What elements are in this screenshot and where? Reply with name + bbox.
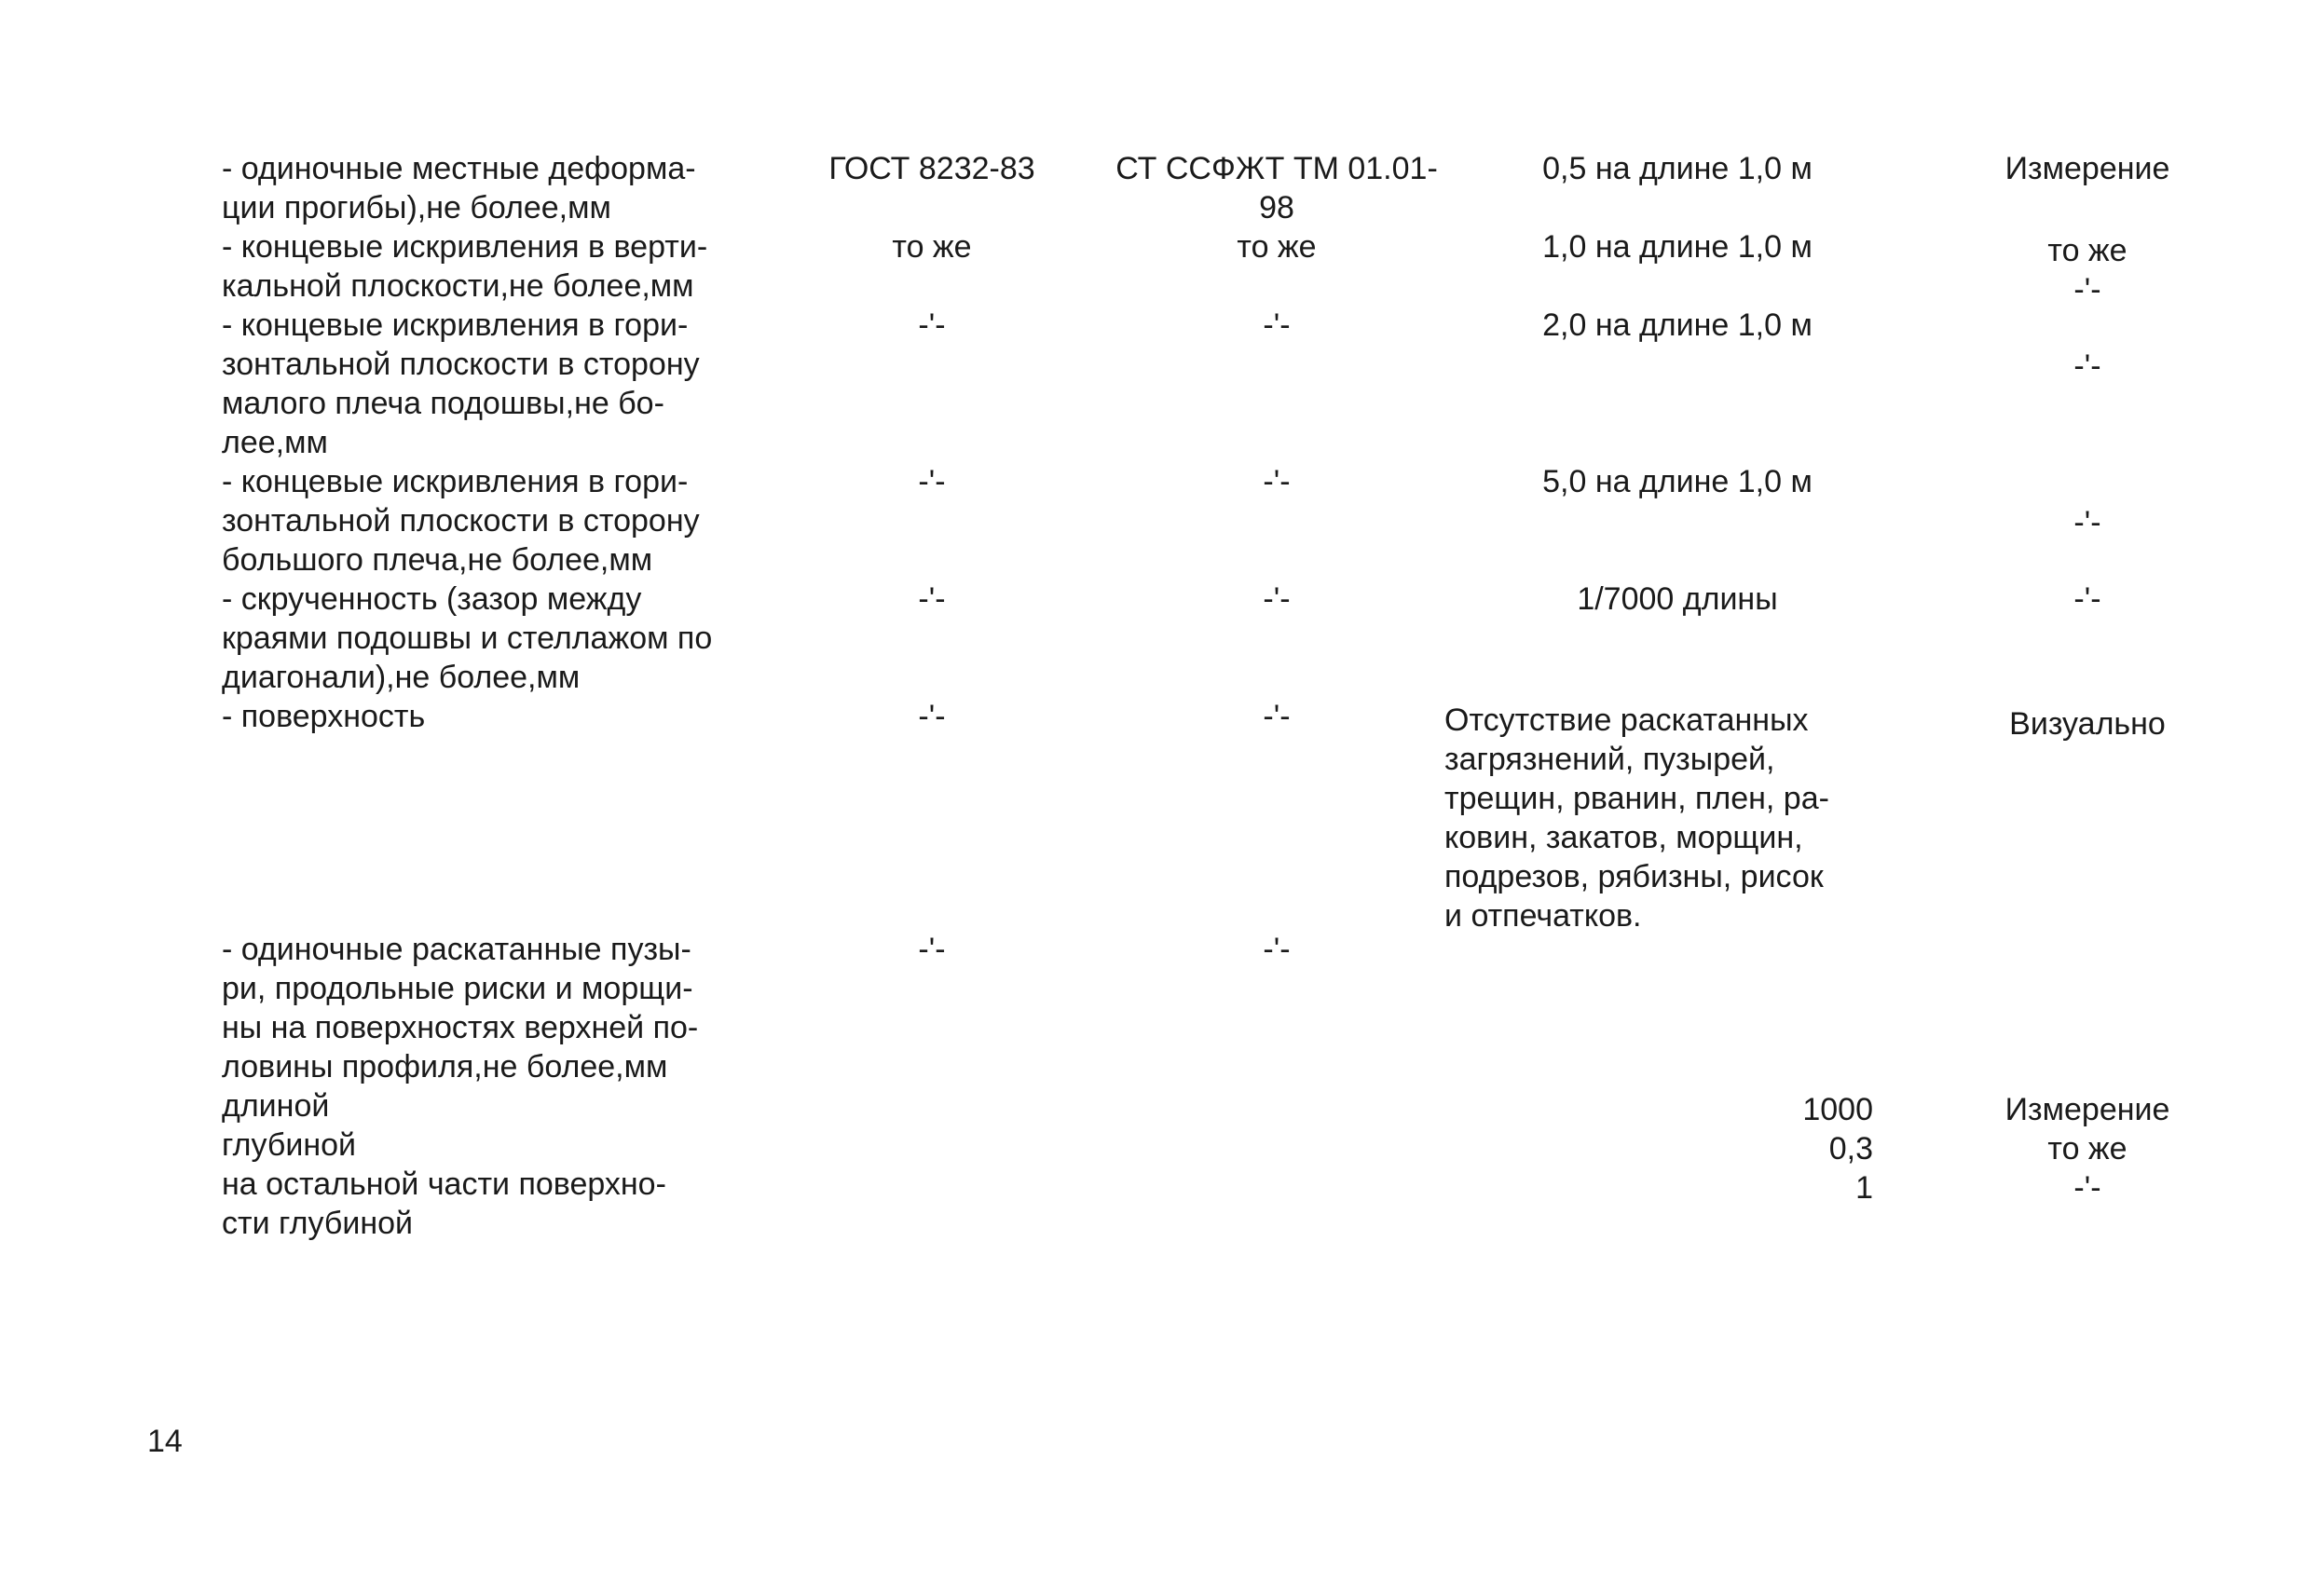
- norm-cell: 0,5 на длине 1,0 м: [1542, 151, 1813, 186]
- control-method-cell: -'-: [2073, 348, 2101, 384]
- requirement-standard-cell: -'-: [1263, 464, 1291, 499]
- subindicator-length: длиной: [222, 1088, 330, 1124]
- indicator-end-curvature-horizontal-large: - концевые искривления в гори- зонтальной плоскости в сторону большого плеча,не более,мм: [222, 464, 700, 578]
- indicator-end-curvature-horizontal-small: - концевые искривления в гори- зонтальной плоскости в сторону малого плеча подошвы,не бо- лее,мм: [222, 307, 700, 460]
- control-method-cell: то же: [2047, 1131, 2127, 1166]
- requirement-standard-cell: -'-: [1263, 932, 1291, 967]
- norm-cell-surface-defects: Отсутствие раскатанных загрязнений, пузырей, трещин, рванин, плен, ра- ковин, закатов, морщин, подрезов, рябизны, рисок и отпечатков.: [1444, 703, 1829, 934]
- method-standard-cell: -'-: [918, 464, 946, 499]
- norm-cell: 1000: [1802, 1092, 1873, 1127]
- requirement-standard-cell: -'-: [1263, 699, 1291, 734]
- norm-cell: 1/7000 длины: [1577, 581, 1778, 617]
- norm-cell: 0,3: [1828, 1131, 1873, 1166]
- indicator-end-curvature-vertical: - концевые искривления в верти- кальной плоскости,не более,мм: [222, 229, 708, 304]
- norm-cell: 2,0 на длине 1,0 м: [1542, 307, 1813, 343]
- requirement-standard-cell: -'-: [1263, 581, 1291, 617]
- method-standard-cell: -'-: [918, 581, 946, 617]
- indicator-single-local-deformations: - одиночные местные деформа- ции прогибы),не более,мм: [222, 151, 696, 225]
- control-method-cell: Измерение: [2004, 151, 2170, 186]
- control-method-cell: -'-: [2073, 505, 2101, 540]
- requirement-standard-cell: то же: [1237, 229, 1317, 265]
- page-number: 14: [147, 1424, 183, 1459]
- control-method-cell: Измерение: [2004, 1092, 2170, 1127]
- control-method-cell: -'-: [2073, 1170, 2101, 1206]
- requirement-standard-cell: -'-: [1263, 307, 1291, 343]
- method-standard-cell: то же: [892, 229, 972, 265]
- indicator-surface: - поверхность: [222, 699, 426, 734]
- indicator-twist: - скрученность (зазор между краями подошвы и стеллажом по диагонали),не более,мм: [222, 581, 713, 695]
- method-standard-cell: -'-: [918, 307, 946, 343]
- method-standard-cell: -'-: [918, 699, 946, 734]
- method-standard-cell: -'-: [918, 932, 946, 967]
- control-method-cell: Визуально: [2009, 706, 2166, 742]
- method-standard-cell: ГОСТ 8232-83: [828, 151, 1035, 186]
- norm-cell: 1,0 на длине 1,0 м: [1542, 229, 1813, 265]
- norm-cell: 1: [1855, 1170, 1873, 1206]
- subindicator-rest-surface-depth: на остальной части поверхно- сти глубиной: [222, 1166, 666, 1241]
- control-method-cell: -'-: [2073, 581, 2101, 617]
- subindicator-depth: глубиной: [222, 1127, 357, 1163]
- requirement-standard-cell: СТ ССФЖТ ТМ 01.01- 98: [1115, 151, 1438, 225]
- norm-cell: 5,0 на длине 1,0 м: [1542, 464, 1813, 499]
- indicator-single-rolled-bubbles: - одиночные раскатанные пузы- ри, продольные риски и морщи- ны на поверхностях верхней по- ловины профиля,не более,мм: [222, 932, 699, 1084]
- control-method-cell: то же -'-: [2047, 233, 2127, 307]
